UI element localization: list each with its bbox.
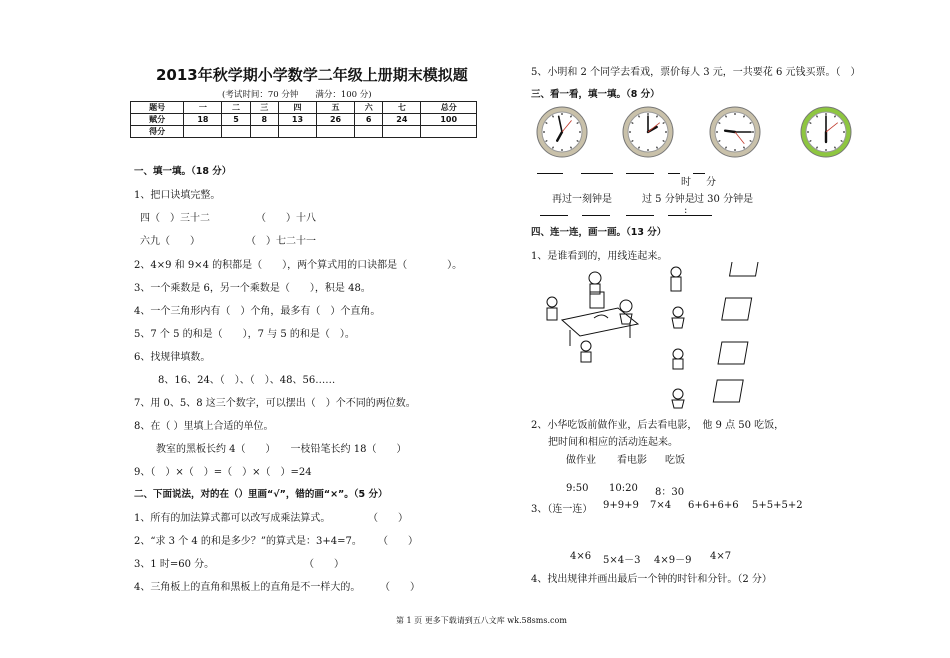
expression-top: 9+9+9 bbox=[603, 500, 639, 511]
section-3-title: 三、看一看，填一填。（8 分） bbox=[531, 89, 660, 100]
right-question-4-2b: 把时间和相应的活动连起来。 bbox=[548, 437, 678, 448]
children-column bbox=[671, 267, 684, 408]
table-cell[interactable] bbox=[383, 126, 421, 138]
page-footer: 第 1 页 更多下载请到五八文库 wk.58sms.com bbox=[396, 616, 567, 625]
table-cell[interactable] bbox=[317, 126, 355, 138]
clock-caption-a: 再过一刻钟是 bbox=[552, 194, 612, 205]
right-question-4-1: 1、是谁看到的，用线连起来。 bbox=[531, 251, 668, 262]
judge-4: 4、三角板上的直角和黑板上的直角是不一样大的。 bbox=[134, 582, 361, 593]
blank-line[interactable] bbox=[668, 173, 680, 174]
blank-line[interactable] bbox=[581, 173, 613, 174]
table-cell: 四 bbox=[278, 102, 316, 114]
clock-icon bbox=[801, 107, 851, 157]
score-table bbox=[130, 101, 477, 138]
table-cell[interactable] bbox=[355, 126, 383, 138]
activity-movie: 看电影 bbox=[617, 455, 647, 466]
question-1b: （ ）十八 bbox=[256, 213, 316, 224]
blank-line[interactable] bbox=[582, 215, 610, 216]
score-header-row bbox=[131, 102, 477, 114]
table-cell: 6 bbox=[355, 114, 383, 126]
expression-bottom: 4×6 bbox=[570, 551, 592, 562]
blank-line[interactable] bbox=[668, 215, 712, 216]
table-cell: 100 bbox=[421, 114, 477, 126]
blank-line[interactable] bbox=[537, 173, 563, 174]
question-1d: （ ）七二十一 bbox=[246, 236, 316, 247]
question-9: 9、（ ）×（ ）=（ ）×（ ）=24 bbox=[134, 467, 312, 478]
question-4: 4、一个三角形内有（ ）个角，最多有（ ）个直角。 bbox=[134, 306, 381, 317]
right-question-4-2: 2、小华吃饭前做作业，后去看电影， 他 9 点 50 吃饭， bbox=[531, 420, 785, 431]
expression-bottom: 4×9－9 bbox=[654, 555, 692, 566]
judge-2: 2、“求 3 个 4 的和是多少？”的算式是：3+4=7。 bbox=[134, 536, 362, 547]
blank-line[interactable] bbox=[626, 215, 654, 216]
clock-icon bbox=[623, 107, 673, 157]
table-cell[interactable] bbox=[222, 126, 250, 138]
table-cell[interactable] bbox=[421, 126, 477, 138]
section-1-title: 一、填一填。（18 分） bbox=[134, 166, 232, 177]
question-3: 3、一个乘数是 6，另一个乘数是（ ），积是 48。 bbox=[134, 283, 371, 294]
views-column bbox=[713, 262, 759, 402]
judge-3-blank[interactable]: （ ） bbox=[304, 559, 344, 570]
exam-info: (考试时间：70 分钟 满分：100 分) bbox=[222, 90, 372, 100]
expression-top: 7×4 bbox=[650, 500, 672, 511]
judge-3: 3、1 时=60 分。 bbox=[134, 559, 215, 570]
question-7: 7、用 0、5、8 这三个数字，可以摆出（ ）个不同的两位数。 bbox=[134, 398, 416, 409]
table-cell: 一 bbox=[184, 102, 222, 114]
table-cell: 总分 bbox=[421, 102, 477, 114]
clock-icon bbox=[537, 107, 587, 157]
table-cell: 七 bbox=[383, 102, 421, 114]
table-cell: 三 bbox=[250, 102, 278, 114]
table-cell: 六 bbox=[355, 102, 383, 114]
question-1a: 四（ ）三十二 bbox=[140, 213, 210, 224]
table-cell: 5 bbox=[222, 114, 250, 126]
section-4-title: 四、连一连，画一画。（13 分） bbox=[531, 227, 667, 238]
view-matching-illustration bbox=[540, 262, 800, 412]
expression-top: 5+5+5+2 bbox=[752, 500, 803, 511]
question-6: 6、找规律填数。 bbox=[134, 352, 211, 363]
right-question-4-3: 3、（连一连） bbox=[531, 504, 593, 515]
expression-bottom: 5×4－3 bbox=[603, 555, 641, 566]
table-cell: 24 bbox=[383, 114, 421, 126]
hour-label: 时 bbox=[681, 177, 691, 188]
activity-homework: 做作业 bbox=[566, 455, 596, 466]
clock-icon bbox=[710, 107, 760, 157]
score-got-row bbox=[131, 126, 477, 138]
table-cell[interactable] bbox=[278, 126, 316, 138]
table-scene bbox=[547, 272, 638, 362]
time-option: 10:20 bbox=[609, 483, 638, 494]
question-5: 5、7 个 5 的和是（ ），7 与 5 的和是（ ）。 bbox=[134, 329, 355, 340]
minute-label: 分 bbox=[706, 177, 716, 188]
table-cell: 26 bbox=[317, 114, 355, 126]
blank-line[interactable] bbox=[626, 173, 654, 174]
table-cell: 8 bbox=[250, 114, 278, 126]
judge-4-blank[interactable]: （ ） bbox=[380, 582, 420, 593]
page-title: 2013年秋学期小学数学二年级上册期末模拟题 bbox=[156, 66, 468, 84]
question-1: 1、把口诀填完整。 bbox=[134, 190, 221, 201]
question-8: 8、在（ ）里填上合适的单位。 bbox=[134, 421, 274, 432]
question-8a: 教室的黑板长约 4（ ） 一枝铅笔长约 18（ ） bbox=[156, 444, 407, 455]
table-cell: 二 bbox=[222, 102, 250, 114]
time-option: 9:50 bbox=[566, 483, 589, 494]
judge-2-blank[interactable]: （ ） bbox=[378, 536, 418, 547]
table-cell[interactable] bbox=[184, 126, 222, 138]
blank-line[interactable] bbox=[693, 173, 705, 174]
table-cell: 题号 bbox=[131, 102, 184, 114]
table-cell[interactable] bbox=[250, 126, 278, 138]
table-cell: 18 bbox=[184, 114, 222, 126]
right-question-5: 5、小明和 2 个同学去看戏，票价每人 3 元，一共要花 6 元钱买票。（ ） bbox=[531, 67, 861, 78]
section-2-title: 二、下面说法，对的在（）里画“√”，错的画“×”。（5 分） bbox=[134, 489, 388, 500]
clocks-row bbox=[535, 102, 865, 164]
judge-1: 1、所有的加法算式都可以改写成乘法算式。 bbox=[134, 513, 331, 524]
question-1c: 六九（ ） bbox=[140, 236, 200, 247]
score-points-row bbox=[131, 114, 477, 126]
question-6a: 8、16、24、（ ）、（ ）、48、56…… bbox=[158, 375, 336, 386]
expression-bottom: 4×7 bbox=[710, 551, 732, 562]
activity-eat: 吃饭 bbox=[665, 455, 685, 466]
time-option: 8：30 bbox=[655, 487, 685, 498]
colon: : bbox=[684, 205, 688, 216]
expression-top: 6+6+6+6 bbox=[688, 500, 739, 511]
table-cell: 得分 bbox=[131, 126, 184, 138]
table-cell: 13 bbox=[278, 114, 316, 126]
judge-1-blank[interactable]: （ ） bbox=[368, 513, 408, 524]
right-question-4-4: 4、找出规律并画出最后一个钟的时针和分针。（2 分） bbox=[531, 574, 772, 585]
clock-caption-c: 过 30 分钟是 bbox=[694, 194, 754, 205]
blank-line[interactable] bbox=[540, 215, 568, 216]
clock-caption-b: 过 5 分钟是 bbox=[642, 194, 695, 205]
question-2: 2、4×9 和 9×4 的积都是（ ），两个算式用的口诀都是（ ）。 bbox=[134, 260, 463, 271]
table-cell: 赋分 bbox=[131, 114, 184, 126]
table-cell: 五 bbox=[317, 102, 355, 114]
